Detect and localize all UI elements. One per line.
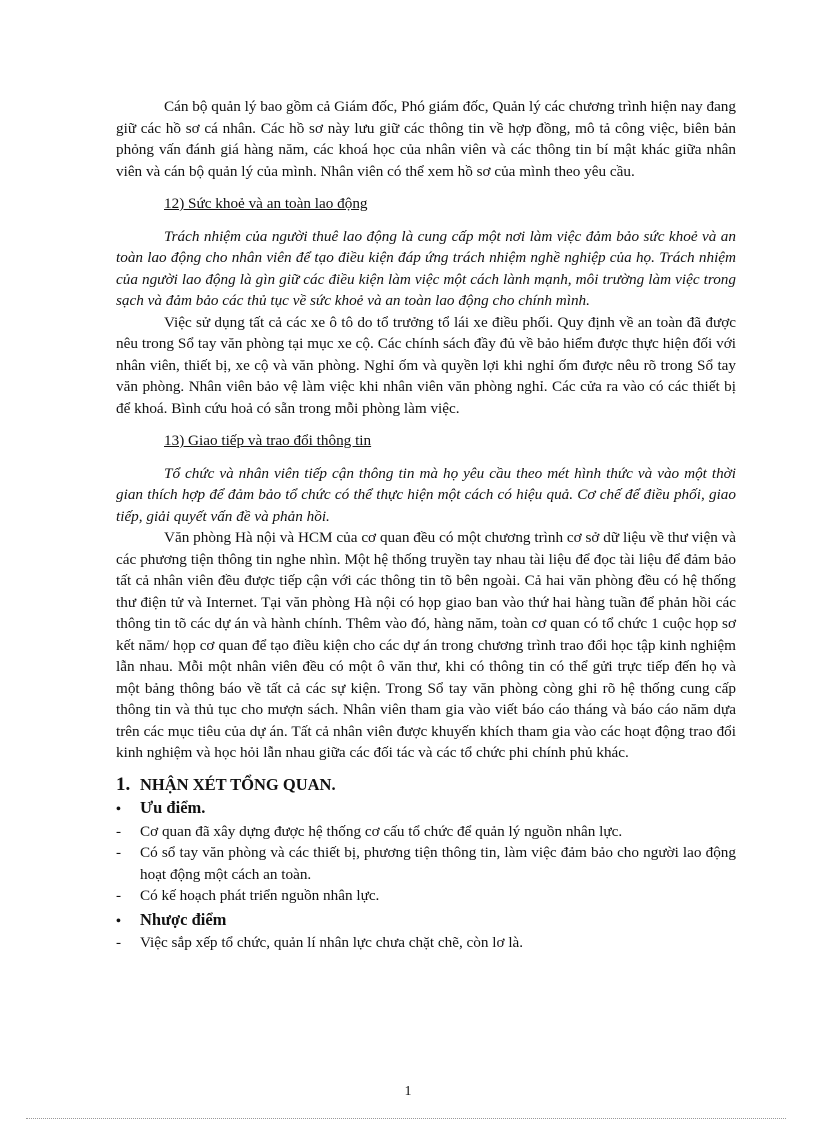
list-item — [116, 885, 736, 907]
section-number: 1. — [116, 773, 131, 795]
strength-item: Có kế hoạch phát triển nguồn nhân lực. — [140, 887, 380, 904]
page-number: 1 — [404, 1084, 412, 1099]
strengths-title: Ưu điểm. — [140, 798, 206, 817]
paragraph-personnel-records: Cán bộ quản lý bao gồm cả Giám đốc, Phó giám đốc, Quản lý các chương trình hiện nay đang giữ các hồ sơ cá nhân. Các hồ sơ này lưu giữ các thông tin về hợp đồng, mô tả công việc, biên bản phỏng vấn đánh giá hàng năm, các khoá học của nhân viên và các thông tin bí mật khác giữa nhân viên và cán bộ quản lý của mình. Nhân viên có thể xem hồ sơ của mình theo yêu cầu. — [116, 98, 736, 180]
strength-item: Có sổ tay văn phòng và các thiết bị, phương tiện thông tin, làm việc đảm bảo cho người lao động hoạt động một cách an toàn. — [140, 844, 736, 883]
dash-icon: - — [116, 822, 122, 840]
section-overview-title — [116, 774, 736, 796]
list-item — [116, 821, 736, 843]
weakness-item: Việc sắp xếp tổ chức, quản lí nhân lực chưa chặt chẽ, còn lơ là. — [140, 934, 524, 951]
bullet-icon: • — [116, 802, 121, 817]
italic-health-safety: Trách nhiệm của người thuê lao động là cung cấp một nơi làm việc đảm bảo sức khoẻ và an toàn lao động cho nhân viên để tạo điều kiện đáp ứng trách nhiệm nghề nghiệp của họ. Trách nhiệm của người lao động là gìn giữ các điều kiện làm việc một cách lành mạnh, môi trường làm việc trong sạch và đảm bảo các thủ tục về sức khoẻ và an toàn lao động cho chính mình. — [116, 227, 736, 309]
italic-communication: Tổ chức và nhân viên tiếp cận thông tin mà họ yêu cầu theo mét hình thức và vào một thời gian thích hợp để đảm bảo tổ chức có thể thực hiện một cách có hiệu quả. Cơ chế để điều phối, giao tiếp, giải quyết vấn đề và phản hồi. — [116, 464, 736, 525]
bullet-icon: • — [116, 913, 121, 929]
document-body — [116, 96, 736, 954]
dash-icon: - — [116, 844, 122, 861]
heading-health-safety: 12) Sức khoẻ và an toàn lao động — [164, 195, 368, 212]
dash-icon: - — [116, 934, 122, 951]
paragraph-health-safety: Việc sử dụng tất cả các xe ô tô do tổ trưởng tổ lái xe điều phối. Quy định về an toàn đã được nêu trong Sổ tay văn phòng tại mục xe cộ. Các chính sách đầy đủ về bảo hiểm được thực hiện đối với nhân viên, thiết bị, xe cộ và văn phòng. Nghỉ ốm và quyền lợi khi nghỉ ốm được nêu rõ trong Sổ tay văn phòng. Nhân viên bảo vệ làm việc khi nhân viên văn phòng nghỉ. Các cửa ra vào có các thiết bị để khoá. Bình cứu hoả có sẵn trong mỗi phòng làm việc. — [116, 313, 736, 417]
weaknesses-heading — [116, 909, 736, 933]
strengths-heading — [116, 797, 736, 821]
weaknesses-title: Nhược điểm — [140, 909, 227, 929]
list-item — [116, 842, 736, 885]
section-title-text: NHẬN XÉT TỔNG QUAN. — [140, 774, 336, 794]
strength-item: Cơ quan đã xây dựng được hệ thống cơ cấu tổ chức để quản lý nguồn nhân lực. — [140, 822, 623, 840]
dash-icon: - — [116, 887, 122, 904]
page-bottom-divider — [26, 1118, 786, 1119]
heading-communication: 13) Giao tiếp và trao đổi thông tin — [164, 432, 372, 449]
list-item — [116, 932, 736, 954]
paragraph-communication: Văn phòng Hà nội và HCM của cơ quan đều có một chương trình cơ sở dữ liệu về thư viện và các phương tiện thông tin nghe nhìn. Một hệ thống truyền tay nhau tài liệu để đọc tài liệu để đảm bảo tất cả nhân viên đều được tiếp cận với các thông tin tõ bên ngoài. Cả hai văn phòng đều có hệ thống thư điện tử và Internet. Tại văn phòng Hà nội có họp giao ban vào thứ hai hàng tuần để phản hồi các thông tin tõ các dự án và hành chính. Thêm vào đó, hàng năm, toàn cơ quan có tổ chức 1 cuộc họp sơ kết năm/ họp cơ quan để tạo điều kiện cho các dự án trong chương trình trao đổi học tập kinh nghiệm lẫn nhau. Mỗi một nhân viên đều có một ô văn thư, khi có thông tin có thể gửi trực tiếp đến họ và một bảng thông báo về tất cả các sự kiện. Trong Sổ tay văn phòng còng ghi rõ hệ thống cung cấp thông tin và thủ tục cho mượn sách. Nhân viên tham gia vào viết báo cáo tháng và báo cáo năm dựa trên các mục tiêu của dự án. Tất cả nhân viên được khuyến khích tham gia vào các hoạt động trao đổi kinh nghiệm và học hỏi lẫn nhau giữa các đối tác và các tổ chức phi chính phủ khác. — [116, 529, 736, 761]
